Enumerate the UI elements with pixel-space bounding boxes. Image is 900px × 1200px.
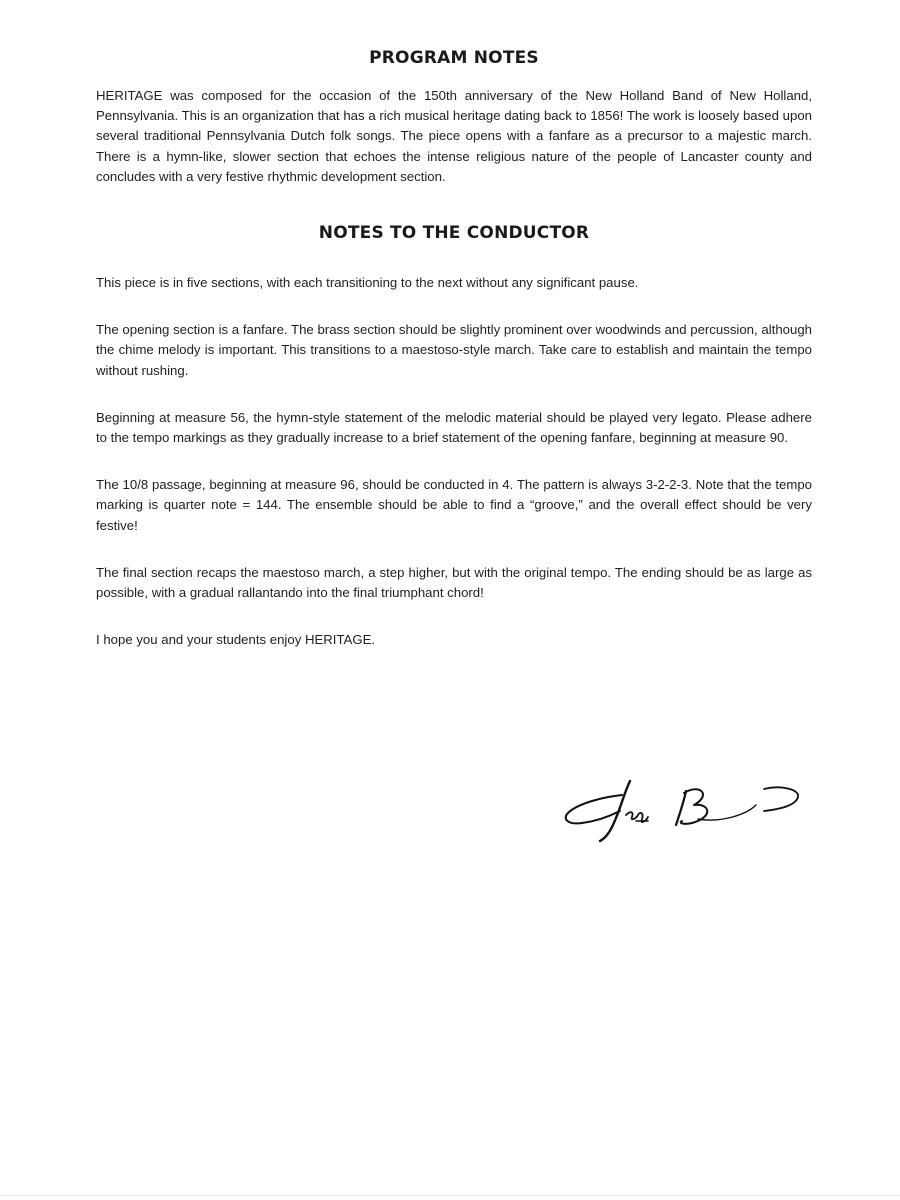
signature-icon (560, 775, 810, 845)
page-edge-rule (0, 1195, 900, 1196)
conductor-paragraph-final-section: The final section recaps the maestoso march, a step higher, but with the original tempo. The ending should be as large as possible, with a gradual rallantando into the final triumphant chord! (96, 564, 812, 601)
closing-sentence: I hope you and your students enjoy HERITAGE. (96, 632, 376, 648)
program-notes-paragraph: HERITAGE was composed for the occasion of the 150th anniversary of the New Holland Band of New Holland, Pennsylvania. This is an organization that has a rich musical heritage dating back to 1856! The work is loosely based upon several traditional Pennsylvania Dutch folk songs. The piece opens with a fanfare as a precursor to a majestic march. There is a hymn-like, slower section that echoes the intense religious nature of the people of Lancaster county and concludes with a very festive rhythmic development section. (96, 88, 812, 184)
conductor-paragraph-hymn: Beginning at measure 56, the hymn-style statement of the melodic material should be played very legato. Please adhere to the tempo markings as they gradually increase to a brief statement of the opening fanfare, beginning at measure 90. (96, 409, 812, 446)
conductor-paragraph-ten-eight: The 10/8 passage, beginning at measure 96, should be conducted in 4. The pattern is always 3-2-2-3. Note that the tempo marking is quarter note = 144. The ensemble should be able to find a “groove,” and the overall effect should be very festive! (96, 477, 812, 533)
program-notes-heading: PROGRAM NOTES (369, 48, 539, 68)
conductor-notes-heading: NOTES TO THE CONDUCTOR (318, 223, 590, 244)
conductor-paragraph-sections: This piece is in five sections, with each transitioning to the next without any significant pause. (96, 275, 639, 291)
conductor-paragraph-fanfare: The opening section is a fanfare. The brass section should be slightly prominent over woodwinds and percussion, although the chime melody is important. This transitions to a maestoso-style march. Take care to establish and maintain the tempo without rushing. (96, 322, 812, 378)
document-page (96, 48, 812, 650)
